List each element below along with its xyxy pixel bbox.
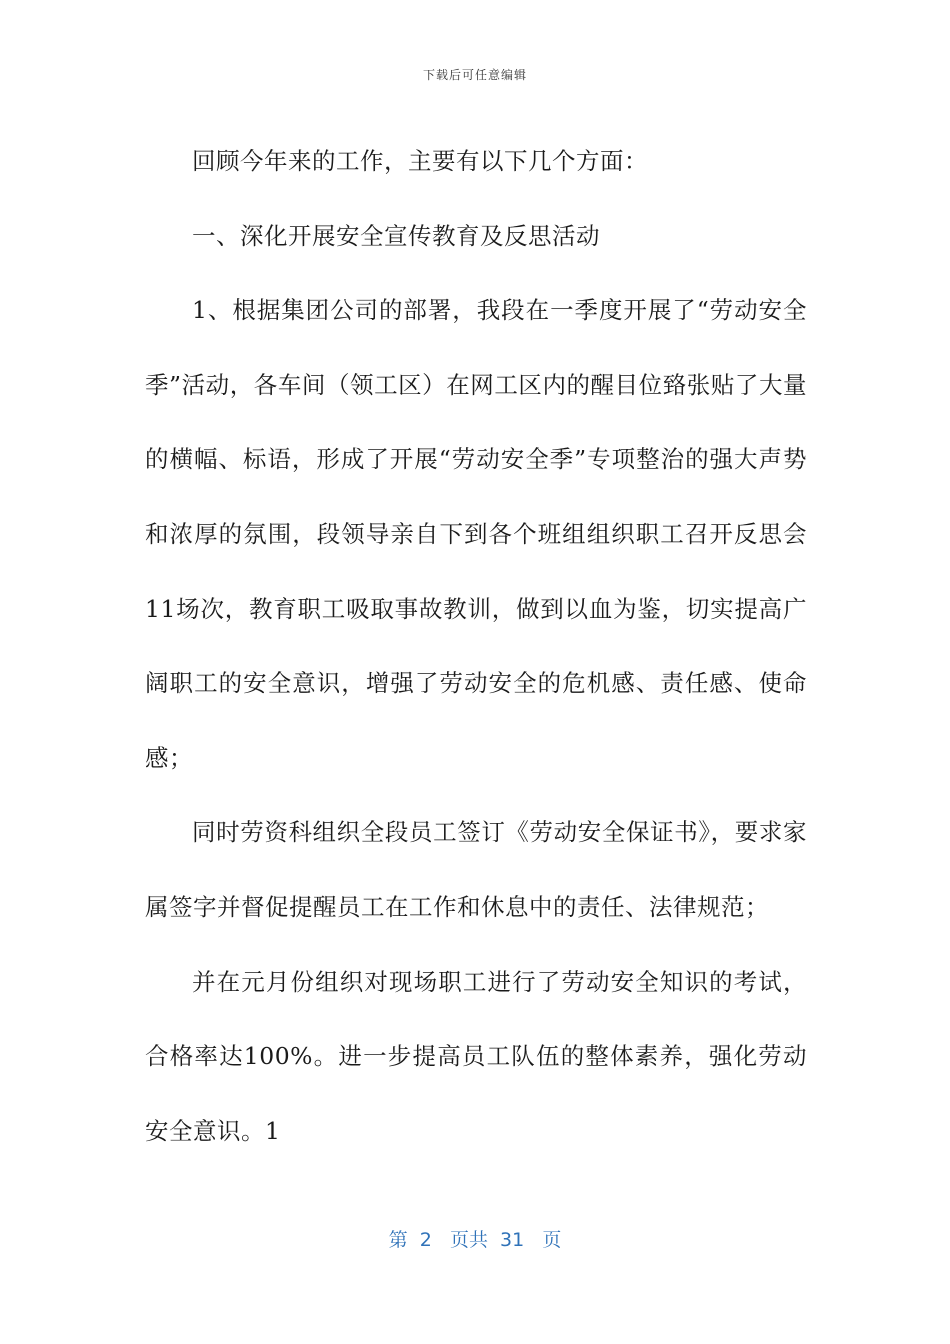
paragraph-guarantee: 同时劳资科组织全段员工签订《劳动安全保证书》，要求家属签字并督促提醒员工在工作和休息中的责任、法律规范； <box>145 818 807 921</box>
paragraph-intro: 回顾今年来的工作，主要有以下几个方面： <box>192 147 648 175</box>
section-heading: 一、深化开展安全宣传教育及反思活动 <box>192 221 600 250</box>
paragraph-exam: 并在元月份组织对现场职工进行了劳动安全知识的考试，合格率达100%。进一步提高员工队伍的整体素养，强化劳动安全意识。1 <box>145 967 807 1145</box>
page-header: 下载后可任意编辑 <box>422 68 527 82</box>
page-number-footer: 第 2 页共 31 页 <box>388 1229 562 1251</box>
paragraph-item-1: 1、根据集团公司的部署，我段在一季度开展了“劳动安全季”活动，各车间（领工区）在网工区内的醒目位臵张贴了大量的横幅、标语，形成了开展“劳动安全季”专项整治的强大声势和浓厚的氛围，段领导亲自下到各个班组组织职工召开反思会11场次，教育职工吸取事故教训，做到以血为鉴，切实提高广阔职工的安全意识，增强了劳动安全的危机感、责任感、使命感； <box>145 296 807 772</box>
document-body <box>145 124 807 1168</box>
